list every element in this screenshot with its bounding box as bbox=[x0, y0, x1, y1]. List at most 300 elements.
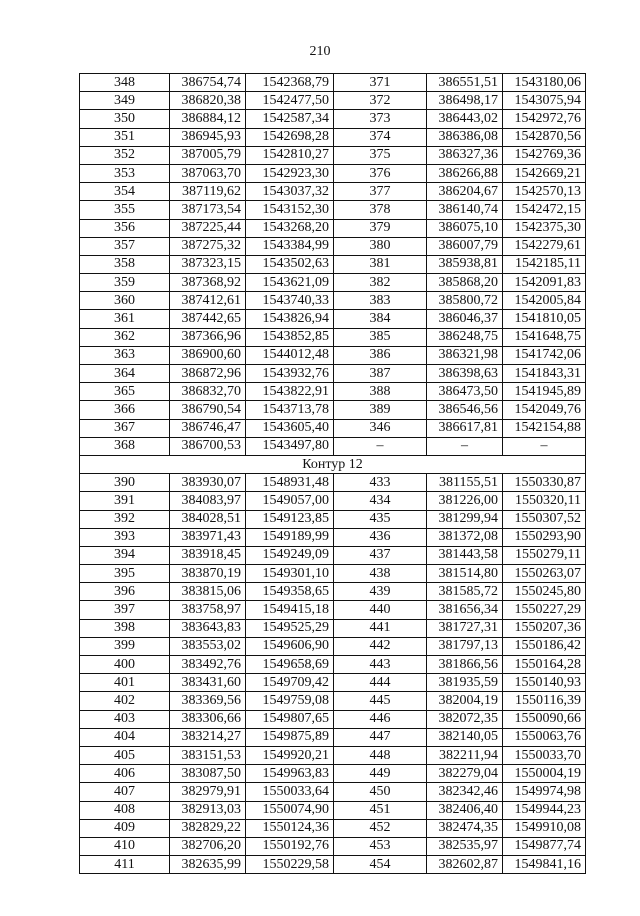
table-row bbox=[80, 692, 586, 710]
y-coordinate-cell: 1550293,90 bbox=[503, 528, 586, 546]
point-number-cell: 448 bbox=[334, 746, 427, 764]
y-coordinate-cell: 1543384,99 bbox=[246, 237, 334, 255]
x-coordinate-cell: 386046,37 bbox=[427, 310, 503, 328]
point-number-cell: 366 bbox=[80, 401, 170, 419]
point-number-cell: 389 bbox=[334, 401, 427, 419]
y-coordinate-cell: 1549841,16 bbox=[503, 856, 586, 874]
y-coordinate-cell: 1549759,08 bbox=[246, 692, 334, 710]
x-coordinate-cell: 385800,72 bbox=[427, 292, 503, 310]
x-coordinate-cell: 382406,40 bbox=[427, 801, 503, 819]
x-coordinate-cell: 382706,20 bbox=[170, 837, 246, 855]
x-coordinate-cell: 386746,47 bbox=[170, 419, 246, 437]
x-coordinate-cell: 383431,60 bbox=[170, 674, 246, 692]
point-number-cell: 436 bbox=[334, 528, 427, 546]
x-coordinate-cell: 387366,96 bbox=[170, 328, 246, 346]
point-number-cell: 437 bbox=[334, 546, 427, 564]
y-coordinate-cell: 1549189,99 bbox=[246, 528, 334, 546]
y-coordinate-cell: 1543822,91 bbox=[246, 383, 334, 401]
y-coordinate-cell: 1542570,13 bbox=[503, 183, 586, 201]
x-coordinate-cell: 386551,51 bbox=[427, 74, 503, 92]
x-coordinate-cell: 383492,76 bbox=[170, 656, 246, 674]
x-coordinate-cell: 386790,54 bbox=[170, 401, 246, 419]
table-row bbox=[80, 837, 586, 855]
point-number-cell: 403 bbox=[80, 710, 170, 728]
point-number-cell: 379 bbox=[334, 219, 427, 237]
x-coordinate-cell: 386075,10 bbox=[427, 219, 503, 237]
y-coordinate-cell: 1549301,10 bbox=[246, 565, 334, 583]
x-coordinate-cell: 386321,98 bbox=[427, 346, 503, 364]
y-coordinate-cell: 1543826,94 bbox=[246, 310, 334, 328]
point-number-cell: 447 bbox=[334, 728, 427, 746]
y-coordinate-cell: 1542870,56 bbox=[503, 128, 586, 146]
point-number-cell: 349 bbox=[80, 92, 170, 110]
y-coordinate-cell: 1542049,76 bbox=[503, 401, 586, 419]
y-coordinate-cell: 1550192,76 bbox=[246, 837, 334, 855]
point-number-cell: 407 bbox=[80, 783, 170, 801]
y-coordinate-cell: 1549807,65 bbox=[246, 710, 334, 728]
point-number-cell: 368 bbox=[80, 437, 170, 455]
point-number-cell: 348 bbox=[80, 74, 170, 92]
x-coordinate-cell: 382072,35 bbox=[427, 710, 503, 728]
x-coordinate-cell: 381935,59 bbox=[427, 674, 503, 692]
point-number-cell: 387 bbox=[334, 365, 427, 383]
table-row bbox=[80, 255, 586, 273]
x-coordinate-cell: 381155,51 bbox=[427, 474, 503, 492]
y-coordinate-cell: 1549525,29 bbox=[246, 619, 334, 637]
y-coordinate-cell: 1543605,40 bbox=[246, 419, 334, 437]
y-coordinate-cell: 1542185,11 bbox=[503, 255, 586, 273]
point-number-cell: 373 bbox=[334, 110, 427, 128]
y-coordinate-cell: 1549358,65 bbox=[246, 583, 334, 601]
y-coordinate-cell: 1550164,28 bbox=[503, 656, 586, 674]
table-row bbox=[80, 674, 586, 692]
x-coordinate-cell: 387063,70 bbox=[170, 164, 246, 182]
point-number-cell: 384 bbox=[334, 310, 427, 328]
table-row bbox=[80, 746, 586, 764]
y-coordinate-cell: 1541810,05 bbox=[503, 310, 586, 328]
table-row bbox=[80, 201, 586, 219]
table-row bbox=[80, 619, 586, 637]
y-coordinate-cell: 1550186,42 bbox=[503, 637, 586, 655]
x-coordinate-cell: 381226,00 bbox=[427, 492, 503, 510]
point-number-cell: 390 bbox=[80, 474, 170, 492]
point-number-cell: 371 bbox=[334, 74, 427, 92]
x-coordinate-cell: 386248,75 bbox=[427, 328, 503, 346]
x-coordinate-cell: 383087,50 bbox=[170, 765, 246, 783]
point-number-cell: 383 bbox=[334, 292, 427, 310]
x-coordinate-cell: 383870,19 bbox=[170, 565, 246, 583]
x-coordinate-cell: 381585,72 bbox=[427, 583, 503, 601]
y-coordinate-cell: 1541945,89 bbox=[503, 383, 586, 401]
y-coordinate-cell: 1549920,21 bbox=[246, 746, 334, 764]
y-coordinate-cell: 1549877,74 bbox=[503, 837, 586, 855]
point-number-cell: 363 bbox=[80, 346, 170, 364]
point-number-cell: 450 bbox=[334, 783, 427, 801]
y-coordinate-cell: 1548931,48 bbox=[246, 474, 334, 492]
x-coordinate-cell: 382004,19 bbox=[427, 692, 503, 710]
table-row bbox=[80, 164, 586, 182]
y-coordinate-cell: 1549249,09 bbox=[246, 546, 334, 564]
y-coordinate-cell: 1543075,94 bbox=[503, 92, 586, 110]
y-coordinate-cell: 1549606,90 bbox=[246, 637, 334, 655]
x-coordinate-cell: 386754,74 bbox=[170, 74, 246, 92]
point-number-cell: 376 bbox=[334, 164, 427, 182]
point-number-cell: 440 bbox=[334, 601, 427, 619]
table-row bbox=[80, 728, 586, 746]
y-coordinate-cell: 1550263,07 bbox=[503, 565, 586, 583]
point-number-cell: – bbox=[334, 437, 427, 455]
y-coordinate-cell: 1543268,20 bbox=[246, 219, 334, 237]
point-number-cell: 445 bbox=[334, 692, 427, 710]
table-row bbox=[80, 637, 586, 655]
y-coordinate-cell: 1543497,80 bbox=[246, 437, 334, 455]
point-number-cell: 446 bbox=[334, 710, 427, 728]
x-coordinate-cell: 381443,58 bbox=[427, 546, 503, 564]
page-number: 210 bbox=[309, 44, 331, 59]
y-coordinate-cell: 1542587,34 bbox=[246, 110, 334, 128]
y-coordinate-cell: 1549415,18 bbox=[246, 601, 334, 619]
x-coordinate-cell: 386443,02 bbox=[427, 110, 503, 128]
table-row bbox=[80, 292, 586, 310]
point-number-cell: 362 bbox=[80, 328, 170, 346]
point-number-cell: 398 bbox=[80, 619, 170, 637]
point-number-cell: 411 bbox=[80, 856, 170, 874]
x-coordinate-cell: 383918,45 bbox=[170, 546, 246, 564]
point-number-cell: 365 bbox=[80, 383, 170, 401]
x-coordinate-cell: 383930,07 bbox=[170, 474, 246, 492]
point-number-cell: 441 bbox=[334, 619, 427, 637]
point-number-cell: 392 bbox=[80, 510, 170, 528]
point-number-cell: 406 bbox=[80, 765, 170, 783]
table-row bbox=[80, 583, 586, 601]
x-coordinate-cell: 381727,31 bbox=[427, 619, 503, 637]
y-coordinate-cell: 1542279,61 bbox=[503, 237, 586, 255]
x-coordinate-cell: 383553,02 bbox=[170, 637, 246, 655]
table-row bbox=[80, 765, 586, 783]
y-coordinate-cell: 1541648,75 bbox=[503, 328, 586, 346]
point-number-cell: 350 bbox=[80, 110, 170, 128]
x-coordinate-cell: 381656,34 bbox=[427, 601, 503, 619]
x-coordinate-cell: 386386,08 bbox=[427, 128, 503, 146]
y-coordinate-cell: 1542091,83 bbox=[503, 274, 586, 292]
y-coordinate-cell: 1550227,29 bbox=[503, 601, 586, 619]
point-number-cell: 451 bbox=[334, 801, 427, 819]
y-coordinate-cell: 1549963,83 bbox=[246, 765, 334, 783]
y-coordinate-cell: 1549910,08 bbox=[503, 819, 586, 837]
point-number-cell: 361 bbox=[80, 310, 170, 328]
table-row bbox=[80, 310, 586, 328]
x-coordinate-cell: 383306,66 bbox=[170, 710, 246, 728]
y-coordinate-cell: – bbox=[503, 437, 586, 455]
point-number-cell: 374 bbox=[334, 128, 427, 146]
point-number-cell: 396 bbox=[80, 583, 170, 601]
x-coordinate-cell: 386140,74 bbox=[427, 201, 503, 219]
y-coordinate-cell: 1550279,11 bbox=[503, 546, 586, 564]
x-coordinate-cell: 386832,70 bbox=[170, 383, 246, 401]
y-coordinate-cell: 1544012,48 bbox=[246, 346, 334, 364]
point-number-cell: 381 bbox=[334, 255, 427, 273]
table-row bbox=[80, 328, 586, 346]
table-row bbox=[80, 401, 586, 419]
table-row bbox=[80, 528, 586, 546]
table-row bbox=[80, 92, 586, 110]
x-coordinate-cell: 383815,06 bbox=[170, 583, 246, 601]
x-coordinate-cell: 386700,53 bbox=[170, 437, 246, 455]
y-coordinate-cell: 1542769,36 bbox=[503, 146, 586, 164]
x-coordinate-cell: 387323,15 bbox=[170, 255, 246, 273]
y-coordinate-cell: 1549875,89 bbox=[246, 728, 334, 746]
x-coordinate-cell: 382535,97 bbox=[427, 837, 503, 855]
x-coordinate-cell: 382635,99 bbox=[170, 856, 246, 874]
y-coordinate-cell: 1550229,58 bbox=[246, 856, 334, 874]
x-coordinate-cell: 382829,22 bbox=[170, 819, 246, 837]
table-row bbox=[80, 819, 586, 837]
table-row bbox=[80, 492, 586, 510]
y-coordinate-cell: 1550033,70 bbox=[503, 746, 586, 764]
x-coordinate-cell: 386546,56 bbox=[427, 401, 503, 419]
point-number-cell: 391 bbox=[80, 492, 170, 510]
x-coordinate-cell: 387442,65 bbox=[170, 310, 246, 328]
table-row bbox=[80, 856, 586, 874]
table-row bbox=[80, 601, 586, 619]
y-coordinate-cell: 1542375,30 bbox=[503, 219, 586, 237]
x-coordinate-cell: 381866,56 bbox=[427, 656, 503, 674]
y-coordinate-cell: 1542368,79 bbox=[246, 74, 334, 92]
y-coordinate-cell: 1543180,06 bbox=[503, 74, 586, 92]
x-coordinate-cell: 383151,53 bbox=[170, 746, 246, 764]
x-coordinate-cell: 386900,60 bbox=[170, 346, 246, 364]
y-coordinate-cell: 1542810,27 bbox=[246, 146, 334, 164]
x-coordinate-cell: 381514,80 bbox=[427, 565, 503, 583]
x-coordinate-cell: 382913,03 bbox=[170, 801, 246, 819]
y-coordinate-cell: 1550004,19 bbox=[503, 765, 586, 783]
x-coordinate-cell: 387119,62 bbox=[170, 183, 246, 201]
table-row bbox=[80, 274, 586, 292]
point-number-cell: 367 bbox=[80, 419, 170, 437]
point-number-cell: 353 bbox=[80, 164, 170, 182]
y-coordinate-cell: 1550307,52 bbox=[503, 510, 586, 528]
x-coordinate-cell: 386327,36 bbox=[427, 146, 503, 164]
point-number-cell: 433 bbox=[334, 474, 427, 492]
point-number-cell: 410 bbox=[80, 837, 170, 855]
table-row bbox=[80, 128, 586, 146]
y-coordinate-cell: 1542972,76 bbox=[503, 110, 586, 128]
x-coordinate-cell: 387225,44 bbox=[170, 219, 246, 237]
x-coordinate-cell: 382474,35 bbox=[427, 819, 503, 837]
y-coordinate-cell: 1543152,30 bbox=[246, 201, 334, 219]
y-coordinate-cell: 1542698,28 bbox=[246, 128, 334, 146]
y-coordinate-cell: 1541843,31 bbox=[503, 365, 586, 383]
point-number-cell: 444 bbox=[334, 674, 427, 692]
y-coordinate-cell: 1542472,15 bbox=[503, 201, 586, 219]
table-row bbox=[80, 383, 586, 401]
x-coordinate-cell: 386473,50 bbox=[427, 383, 503, 401]
x-coordinate-cell: 381299,94 bbox=[427, 510, 503, 528]
y-coordinate-cell: 1542669,21 bbox=[503, 164, 586, 182]
x-coordinate-cell: 386266,88 bbox=[427, 164, 503, 182]
x-coordinate-cell: 386884,12 bbox=[170, 110, 246, 128]
point-number-cell: 399 bbox=[80, 637, 170, 655]
table-row bbox=[80, 437, 586, 455]
point-number-cell: 408 bbox=[80, 801, 170, 819]
x-coordinate-cell: 382979,91 bbox=[170, 783, 246, 801]
point-number-cell: 351 bbox=[80, 128, 170, 146]
x-coordinate-cell: 384028,51 bbox=[170, 510, 246, 528]
point-number-cell: 358 bbox=[80, 255, 170, 273]
table-row bbox=[80, 783, 586, 801]
point-number-cell: 449 bbox=[334, 765, 427, 783]
table-row bbox=[80, 110, 586, 128]
point-number-cell: 401 bbox=[80, 674, 170, 692]
point-number-cell: 375 bbox=[334, 146, 427, 164]
point-number-cell: 352 bbox=[80, 146, 170, 164]
point-number-cell: 404 bbox=[80, 728, 170, 746]
table-row bbox=[80, 710, 586, 728]
x-coordinate-cell: 384083,97 bbox=[170, 492, 246, 510]
table-row bbox=[80, 801, 586, 819]
y-coordinate-cell: 1543852,85 bbox=[246, 328, 334, 346]
table-row bbox=[80, 656, 586, 674]
x-coordinate-cell: 383369,56 bbox=[170, 692, 246, 710]
y-coordinate-cell: 1543713,78 bbox=[246, 401, 334, 419]
x-coordinate-cell: 386820,38 bbox=[170, 92, 246, 110]
point-number-cell: 409 bbox=[80, 819, 170, 837]
point-number-cell: 346 bbox=[334, 419, 427, 437]
point-number-cell: 443 bbox=[334, 656, 427, 674]
table-row bbox=[80, 346, 586, 364]
y-coordinate-cell: 1542477,50 bbox=[246, 92, 334, 110]
point-number-cell: 380 bbox=[334, 237, 427, 255]
x-coordinate-cell: 382140,05 bbox=[427, 728, 503, 746]
table-row bbox=[80, 183, 586, 201]
x-coordinate-cell: 386204,67 bbox=[427, 183, 503, 201]
table-row bbox=[80, 365, 586, 383]
point-number-cell: 454 bbox=[334, 856, 427, 874]
x-coordinate-cell: 381797,13 bbox=[427, 637, 503, 655]
y-coordinate-cell: 1550074,90 bbox=[246, 801, 334, 819]
table-row bbox=[80, 474, 586, 492]
y-coordinate-cell: 1550330,87 bbox=[503, 474, 586, 492]
point-number-cell: 372 bbox=[334, 92, 427, 110]
y-coordinate-cell: 1542923,30 bbox=[246, 164, 334, 182]
point-number-cell: 442 bbox=[334, 637, 427, 655]
y-coordinate-cell: 1543621,09 bbox=[246, 274, 334, 292]
point-number-cell: 394 bbox=[80, 546, 170, 564]
y-coordinate-cell: 1549057,00 bbox=[246, 492, 334, 510]
x-coordinate-cell: 382279,04 bbox=[427, 765, 503, 783]
x-coordinate-cell: 382211,94 bbox=[427, 746, 503, 764]
y-coordinate-cell: 1550116,39 bbox=[503, 692, 586, 710]
x-coordinate-cell: 385938,81 bbox=[427, 255, 503, 273]
x-coordinate-cell: 387412,61 bbox=[170, 292, 246, 310]
x-coordinate-cell: 382602,87 bbox=[427, 856, 503, 874]
table-row bbox=[80, 510, 586, 528]
table-row bbox=[80, 146, 586, 164]
y-coordinate-cell: 1550063,76 bbox=[503, 728, 586, 746]
y-coordinate-cell: 1542005,84 bbox=[503, 292, 586, 310]
y-coordinate-cell: 1541742,06 bbox=[503, 346, 586, 364]
section-row bbox=[80, 455, 586, 473]
point-number-cell: 400 bbox=[80, 656, 170, 674]
x-coordinate-cell: 386945,93 bbox=[170, 128, 246, 146]
point-number-cell: 356 bbox=[80, 219, 170, 237]
y-coordinate-cell: 1550140,93 bbox=[503, 674, 586, 692]
x-coordinate-cell: 383971,43 bbox=[170, 528, 246, 546]
y-coordinate-cell: 1543502,63 bbox=[246, 255, 334, 273]
y-coordinate-cell: 1543037,32 bbox=[246, 183, 334, 201]
point-number-cell: 359 bbox=[80, 274, 170, 292]
x-coordinate-cell: 386398,63 bbox=[427, 365, 503, 383]
point-number-cell: 393 bbox=[80, 528, 170, 546]
point-number-cell: 377 bbox=[334, 183, 427, 201]
y-coordinate-cell: 1549974,98 bbox=[503, 783, 586, 801]
y-coordinate-cell: 1549944,23 bbox=[503, 801, 586, 819]
table-row bbox=[80, 74, 586, 92]
table-row bbox=[80, 237, 586, 255]
section-label: Контур 12 bbox=[80, 455, 586, 473]
point-number-cell: 382 bbox=[334, 274, 427, 292]
x-coordinate-cell: 387368,92 bbox=[170, 274, 246, 292]
table-row bbox=[80, 546, 586, 564]
x-coordinate-cell: 386617,81 bbox=[427, 419, 503, 437]
point-number-cell: 453 bbox=[334, 837, 427, 855]
point-number-cell: 385 bbox=[334, 328, 427, 346]
point-number-cell: 395 bbox=[80, 565, 170, 583]
x-coordinate-cell: 386498,17 bbox=[427, 92, 503, 110]
point-number-cell: 452 bbox=[334, 819, 427, 837]
y-coordinate-cell: 1550033,64 bbox=[246, 783, 334, 801]
point-number-cell: 405 bbox=[80, 746, 170, 764]
y-coordinate-cell: 1550245,80 bbox=[503, 583, 586, 601]
y-coordinate-cell: 1549123,85 bbox=[246, 510, 334, 528]
point-number-cell: 357 bbox=[80, 237, 170, 255]
x-coordinate-cell: 385868,20 bbox=[427, 274, 503, 292]
point-number-cell: 439 bbox=[334, 583, 427, 601]
coordinates-table bbox=[79, 73, 586, 874]
point-number-cell: 397 bbox=[80, 601, 170, 619]
x-coordinate-cell: 387275,32 bbox=[170, 237, 246, 255]
x-coordinate-cell: – bbox=[427, 437, 503, 455]
y-coordinate-cell: 1550090,66 bbox=[503, 710, 586, 728]
y-coordinate-cell: 1550207,36 bbox=[503, 619, 586, 637]
x-coordinate-cell: 382342,46 bbox=[427, 783, 503, 801]
x-coordinate-cell: 386872,96 bbox=[170, 365, 246, 383]
table-row bbox=[80, 219, 586, 237]
x-coordinate-cell: 387173,54 bbox=[170, 201, 246, 219]
point-number-cell: 434 bbox=[334, 492, 427, 510]
y-coordinate-cell: 1549658,69 bbox=[246, 656, 334, 674]
table-row bbox=[80, 565, 586, 583]
point-number-cell: 435 bbox=[334, 510, 427, 528]
point-number-cell: 364 bbox=[80, 365, 170, 383]
x-coordinate-cell: 386007,79 bbox=[427, 237, 503, 255]
y-coordinate-cell: 1543740,33 bbox=[246, 292, 334, 310]
x-coordinate-cell: 383214,27 bbox=[170, 728, 246, 746]
point-number-cell: 355 bbox=[80, 201, 170, 219]
table-row bbox=[80, 419, 586, 437]
x-coordinate-cell: 383758,97 bbox=[170, 601, 246, 619]
point-number-cell: 378 bbox=[334, 201, 427, 219]
x-coordinate-cell: 381372,08 bbox=[427, 528, 503, 546]
y-coordinate-cell: 1543932,76 bbox=[246, 365, 334, 383]
x-coordinate-cell: 383643,83 bbox=[170, 619, 246, 637]
point-number-cell: 360 bbox=[80, 292, 170, 310]
y-coordinate-cell: 1550124,36 bbox=[246, 819, 334, 837]
point-number-cell: 438 bbox=[334, 565, 427, 583]
y-coordinate-cell: 1542154,88 bbox=[503, 419, 586, 437]
y-coordinate-cell: 1549709,42 bbox=[246, 674, 334, 692]
x-coordinate-cell: 387005,79 bbox=[170, 146, 246, 164]
